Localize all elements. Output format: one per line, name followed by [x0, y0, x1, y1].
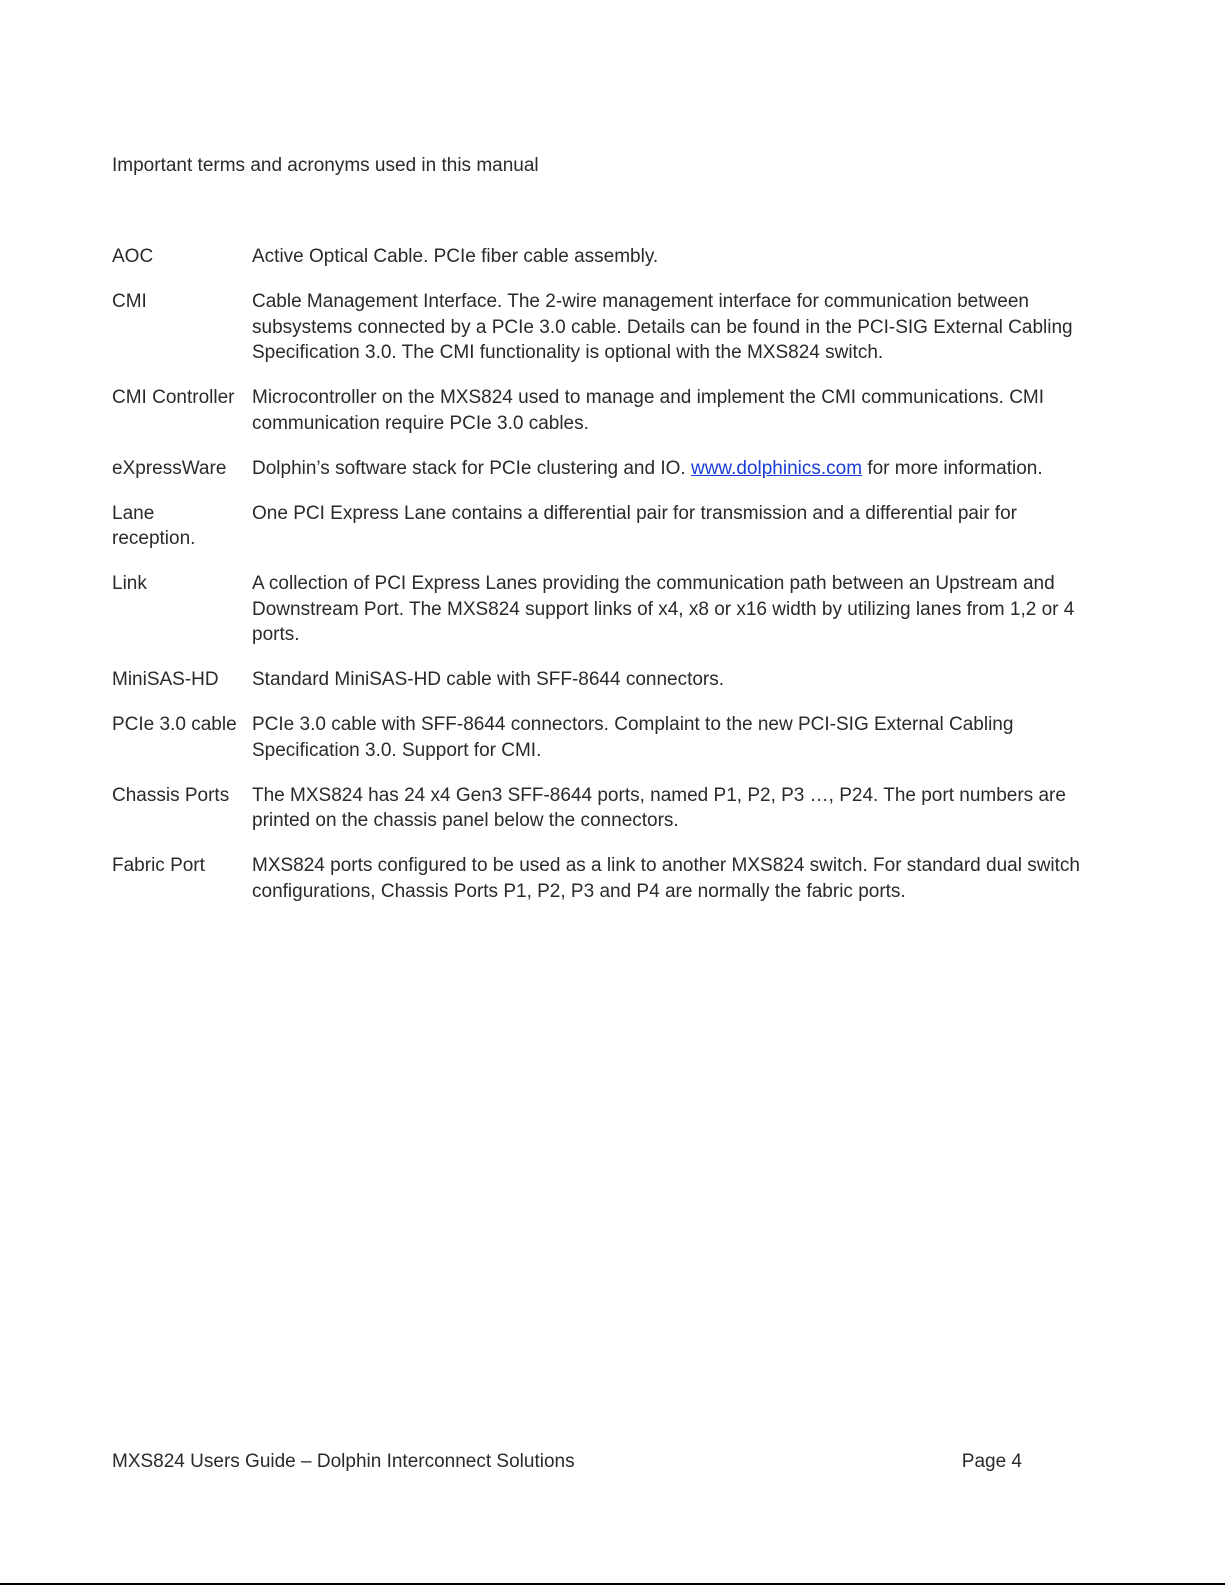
- glossary-entry-aoc: [112, 244, 1102, 270]
- glossary-definition: The MXS824 has 24 x4 Gen3 SFF-8644 ports, named P1, P2, P3 …, P24. The port numbers are printed on the chassis panel below the connectors.: [252, 784, 1066, 831]
- glossary-term: MiniSAS-HD: [112, 669, 219, 690]
- page-heading: Important terms and acronyms used in this manual: [112, 155, 539, 176]
- glossary-list: [112, 244, 1102, 924]
- glossary-term: CMI: [112, 291, 147, 312]
- glossary-term: Chassis Ports: [112, 784, 230, 806]
- glossary-entry-minisas-hd: [112, 667, 1102, 693]
- glossary-term: Lane: [112, 502, 155, 524]
- dolphinics-link[interactable]: www.dolphinics.com: [690, 457, 863, 479]
- glossary-term: AOC: [112, 246, 154, 267]
- glossary-term: eXpressWare: [112, 457, 227, 479]
- footer-document-title: MXS824 Users Guide – Dolphin Interconnect Solutions: [112, 1451, 575, 1472]
- glossary-entry-lane: [112, 501, 1102, 552]
- glossary-definition: PCIe 3.0 cable with SFF-8644 connectors. Complaint to the new PCI-SIG External Cabling Specification 3.0. Support for CMI.: [252, 714, 1014, 761]
- glossary-definition: Microcontroller on the MXS824 used to manage and implement the CMI communications. CMI communication require PCIe 3.0 cables.: [252, 387, 1045, 434]
- glossary-definition: A collection of PCI Express Lanes providing the communication path between an Upstream and Downstream Port. The MXS824 support links of x4, x8 or x16 width by utilizing lanes from 1,2 or 4 ports.: [252, 573, 1075, 645]
- glossary-definition: One PCI Express Lane contains a differential pair for transmission and a differential pair for reception.: [112, 502, 1017, 549]
- definition-text-before-link: Dolphin’s software stack for PCIe clustering and IO.: [252, 457, 686, 479]
- glossary-entry-fabric-port: [112, 853, 1102, 904]
- glossary-definition: Active Optical Cable. PCIe fiber cable assembly.: [252, 246, 659, 267]
- glossary-entry-link: [112, 571, 1102, 648]
- page-footer: [112, 1450, 1022, 1474]
- glossary-entry-pcie-cable: [112, 712, 1102, 763]
- glossary-definition: Standard MiniSAS-HD cable with SFF-8644 connectors.: [252, 669, 725, 690]
- footer-page-number: Page 4: [961, 1451, 1022, 1472]
- glossary-definition: MXS824 ports configured to be used as a link to another MXS824 switch. For standard dual switch configurations, Chassis Ports P1, P2, P3 and P4 are normally the fabric ports.: [252, 855, 1081, 902]
- glossary-entry-cmi-controller: [112, 385, 1102, 436]
- glossary-term: Fabric Port: [112, 855, 205, 876]
- glossary-term: CMI Controller: [112, 387, 235, 408]
- glossary-entry-chassis-ports: [112, 783, 1102, 834]
- glossary-entry-expressware: [112, 456, 1102, 482]
- glossary-definition: Cable Management Interface. The 2-wire management interface for communication between subsystems connected by a PCIe 3.0 cable. Details can be found in the PCI-SIG External Cabling Specification 3.0. The CMI functionality is optional with the MXS824 switch.: [252, 291, 1073, 363]
- glossary-definition: [252, 456, 1102, 482]
- glossary-term: Link: [112, 573, 147, 594]
- definition-text-after-link: for more information.: [867, 457, 1043, 479]
- glossary-term: PCIe 3.0 cable: [112, 714, 237, 735]
- glossary-entry-cmi: [112, 289, 1102, 366]
